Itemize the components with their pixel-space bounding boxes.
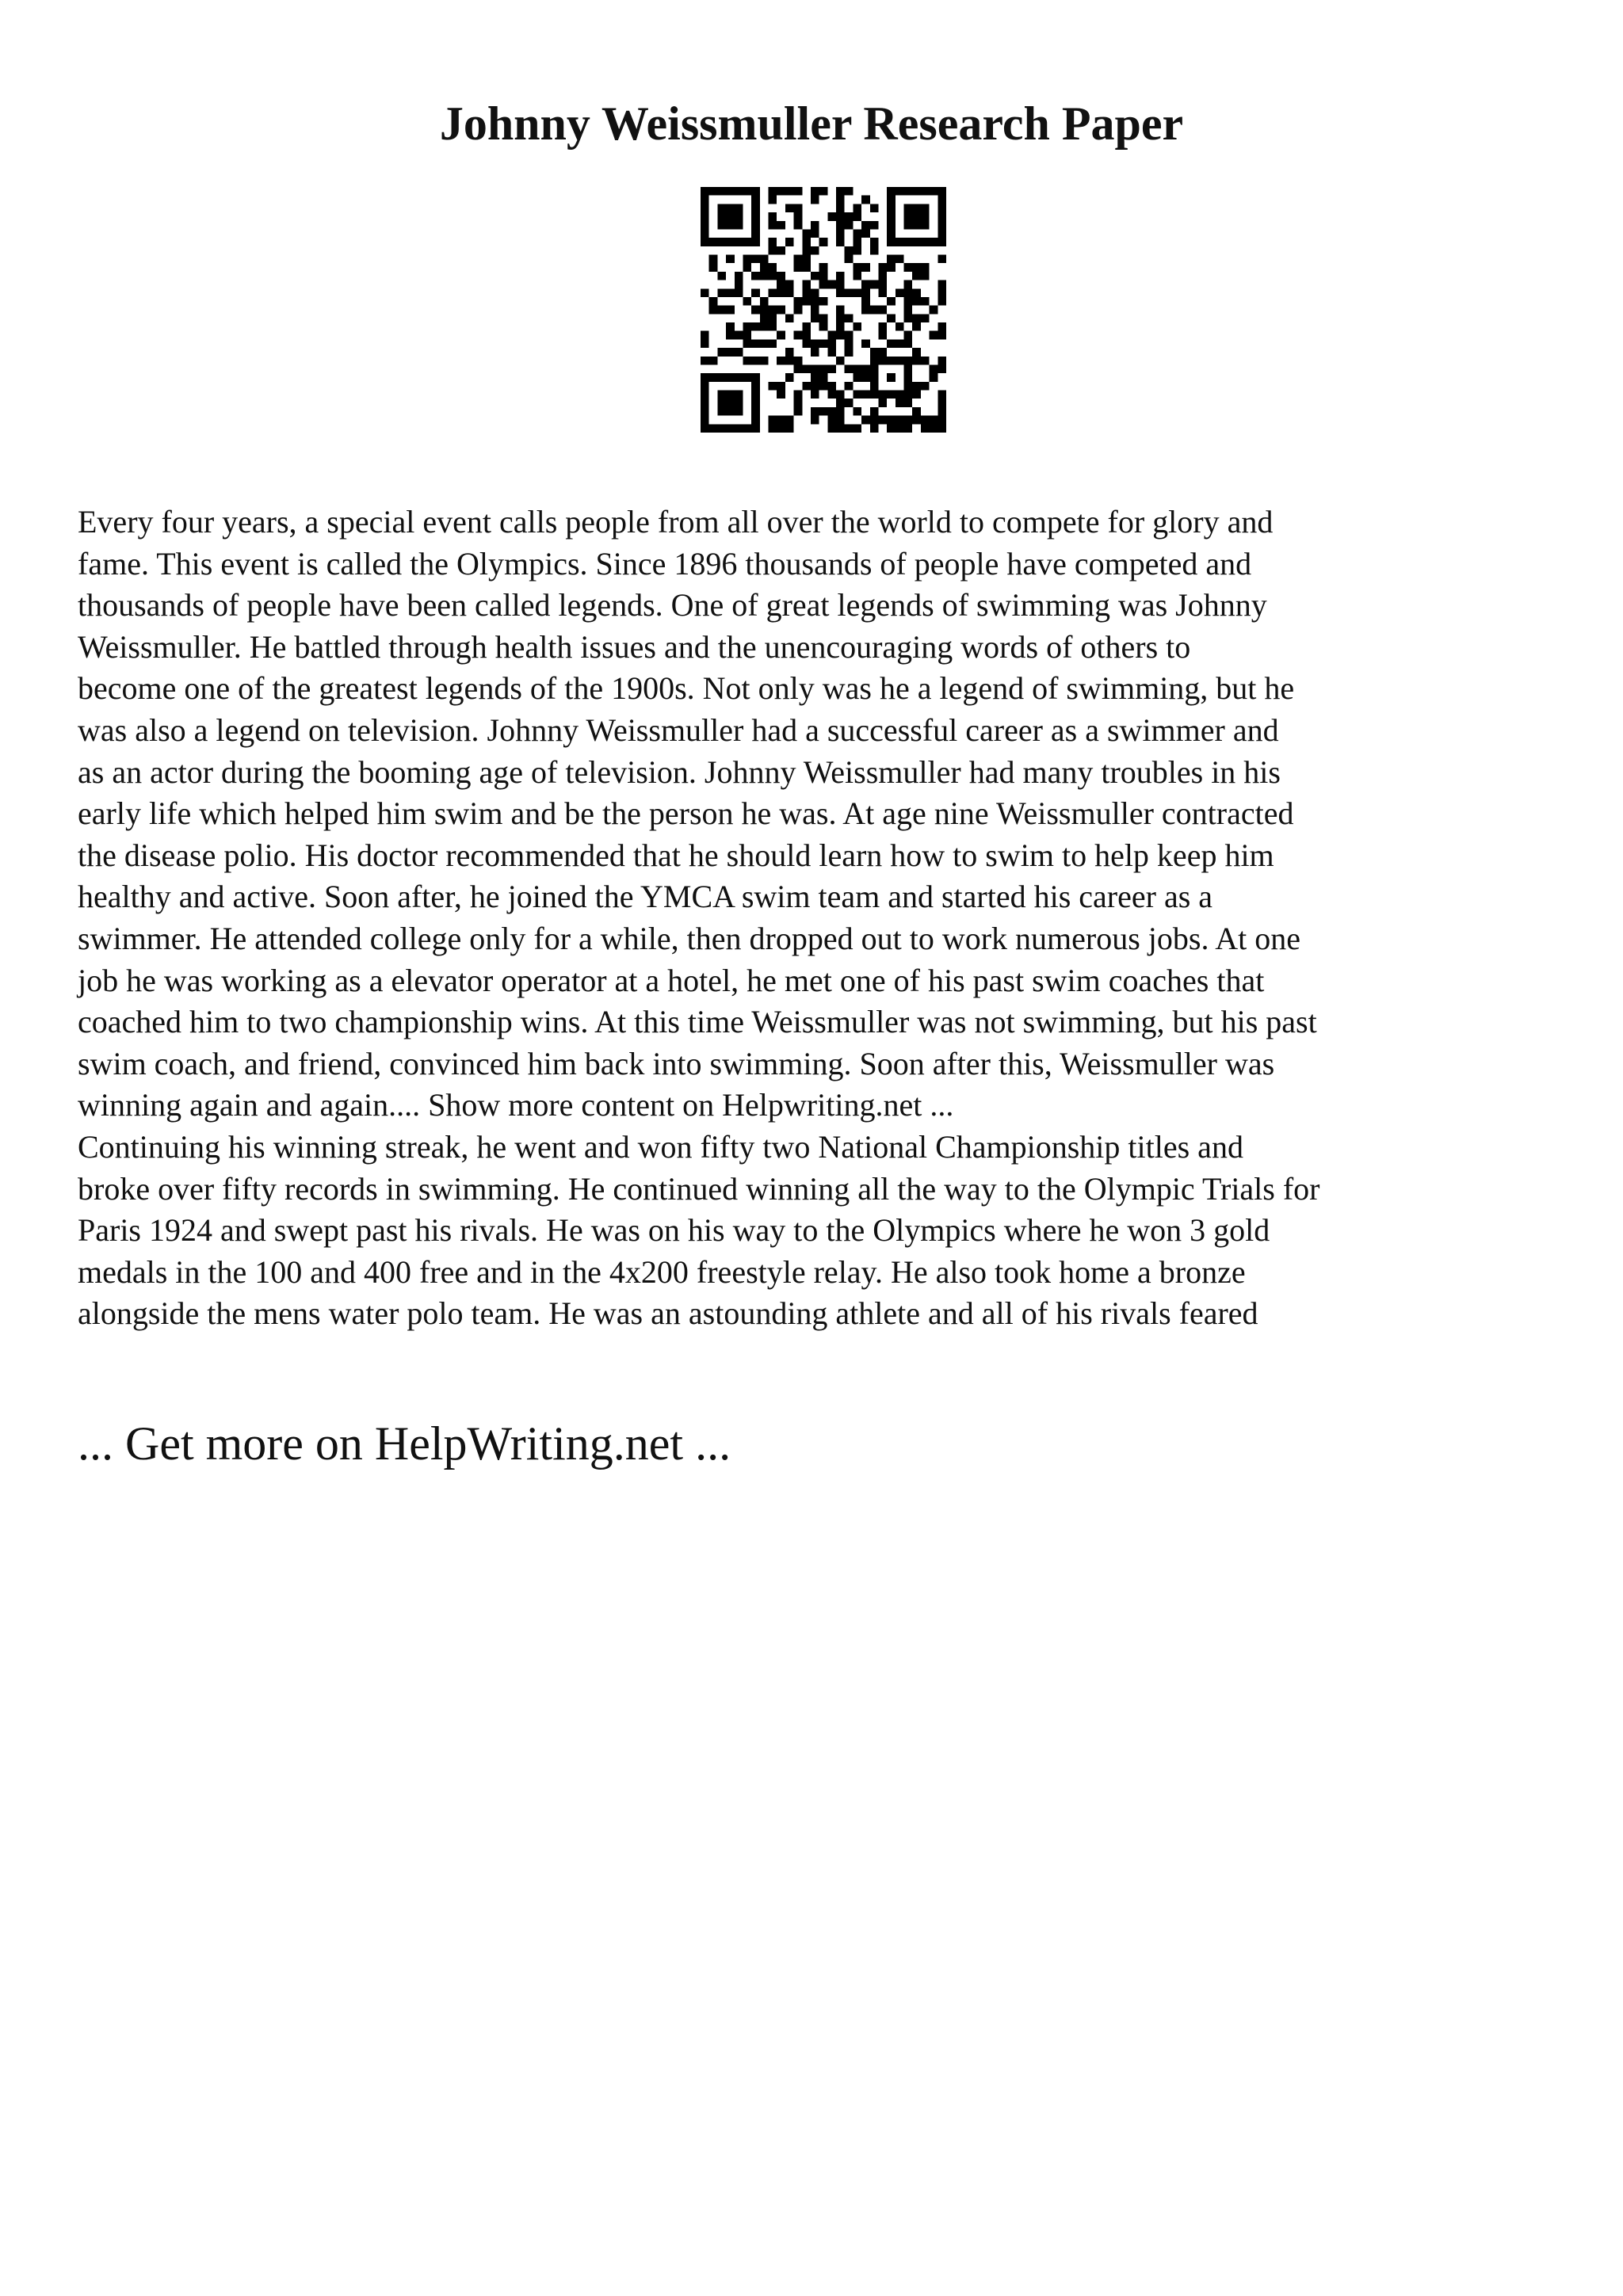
qr-code-icon bbox=[701, 187, 946, 433]
get-more-link[interactable]: ... Get more on HelpWriting.net ... bbox=[78, 1417, 731, 1470]
text-line: alongside the mens water polo team. He was an astounding athlete and all of his rivals feared bbox=[78, 1295, 1258, 1332]
qr-code-graphic bbox=[701, 187, 946, 433]
text-line: job he was working as a elevator operator at a hotel, he met one of his past swim coaches that bbox=[78, 962, 1265, 998]
text-line: coached him to two championship wins. At this time Weissmuller was not swimming, but his past bbox=[78, 1004, 1317, 1040]
text-line: broke over fifty records in swimming. He continued winning all the way to the Olympic Trials for bbox=[78, 1170, 1320, 1207]
document-body bbox=[78, 502, 1545, 1335]
text-line: Every four years, a special event calls people from all over the world to compete for glory and bbox=[78, 504, 1274, 540]
text-line: as an actor during the booming age of television. Johnny Weissmuller had many troubles in his bbox=[78, 753, 1281, 790]
text-line: swimmer. He attended college only for a while, then dropped out to work numerous jobs. At one bbox=[78, 920, 1301, 956]
paragraph-1 bbox=[78, 502, 1545, 1127]
text-line: the disease polio. His doctor recommended that he should learn how to swim to help keep him bbox=[78, 837, 1274, 873]
text-line: thousands of people have been called legends. One of great legends of swimming was Johnny bbox=[78, 587, 1267, 624]
text-line: Weissmuller. He battled through health issues and the unencouraging words of others to bbox=[78, 628, 1191, 665]
text-line: was also a legend on television. Johnny Weissmuller had a successful career as a swimmer and bbox=[78, 711, 1279, 748]
text-line: early life which helped him swim and be the person he was. At age nine Weissmuller contracted bbox=[78, 795, 1294, 832]
text-line: Paris 1924 and swept past his rivals. He was on his way to the Olympics where he won 3 gold bbox=[78, 1212, 1270, 1249]
paragraph-2 bbox=[78, 1127, 1545, 1335]
text-line: become one of the greatest legends of the 1900s. Not only was he a legend of swimming, but he bbox=[78, 670, 1295, 707]
text-line: swim coach, and friend, convinced him back into swimming. Soon after this, Weissmuller was bbox=[78, 1045, 1275, 1081]
text-line: medals in the 100 and 400 free and in the 4x200 freestyle relay. He also took home a bronze bbox=[78, 1253, 1246, 1290]
text-line: winning again and again.... Show more content on Helpwriting.net ... bbox=[78, 1087, 954, 1123]
page-title: Johnny Weissmuller Research Paper bbox=[439, 97, 1184, 150]
text-line: healthy and active. Soon after, he joined the YMCA swim team and started his career as a bbox=[78, 879, 1213, 915]
text-line: Continuing his winning streak, he went and won fifty two National Championship titles and bbox=[78, 1128, 1243, 1165]
text-line: fame. This event is called the Olympics. Since 1896 thousands of people have competed and bbox=[78, 545, 1252, 582]
